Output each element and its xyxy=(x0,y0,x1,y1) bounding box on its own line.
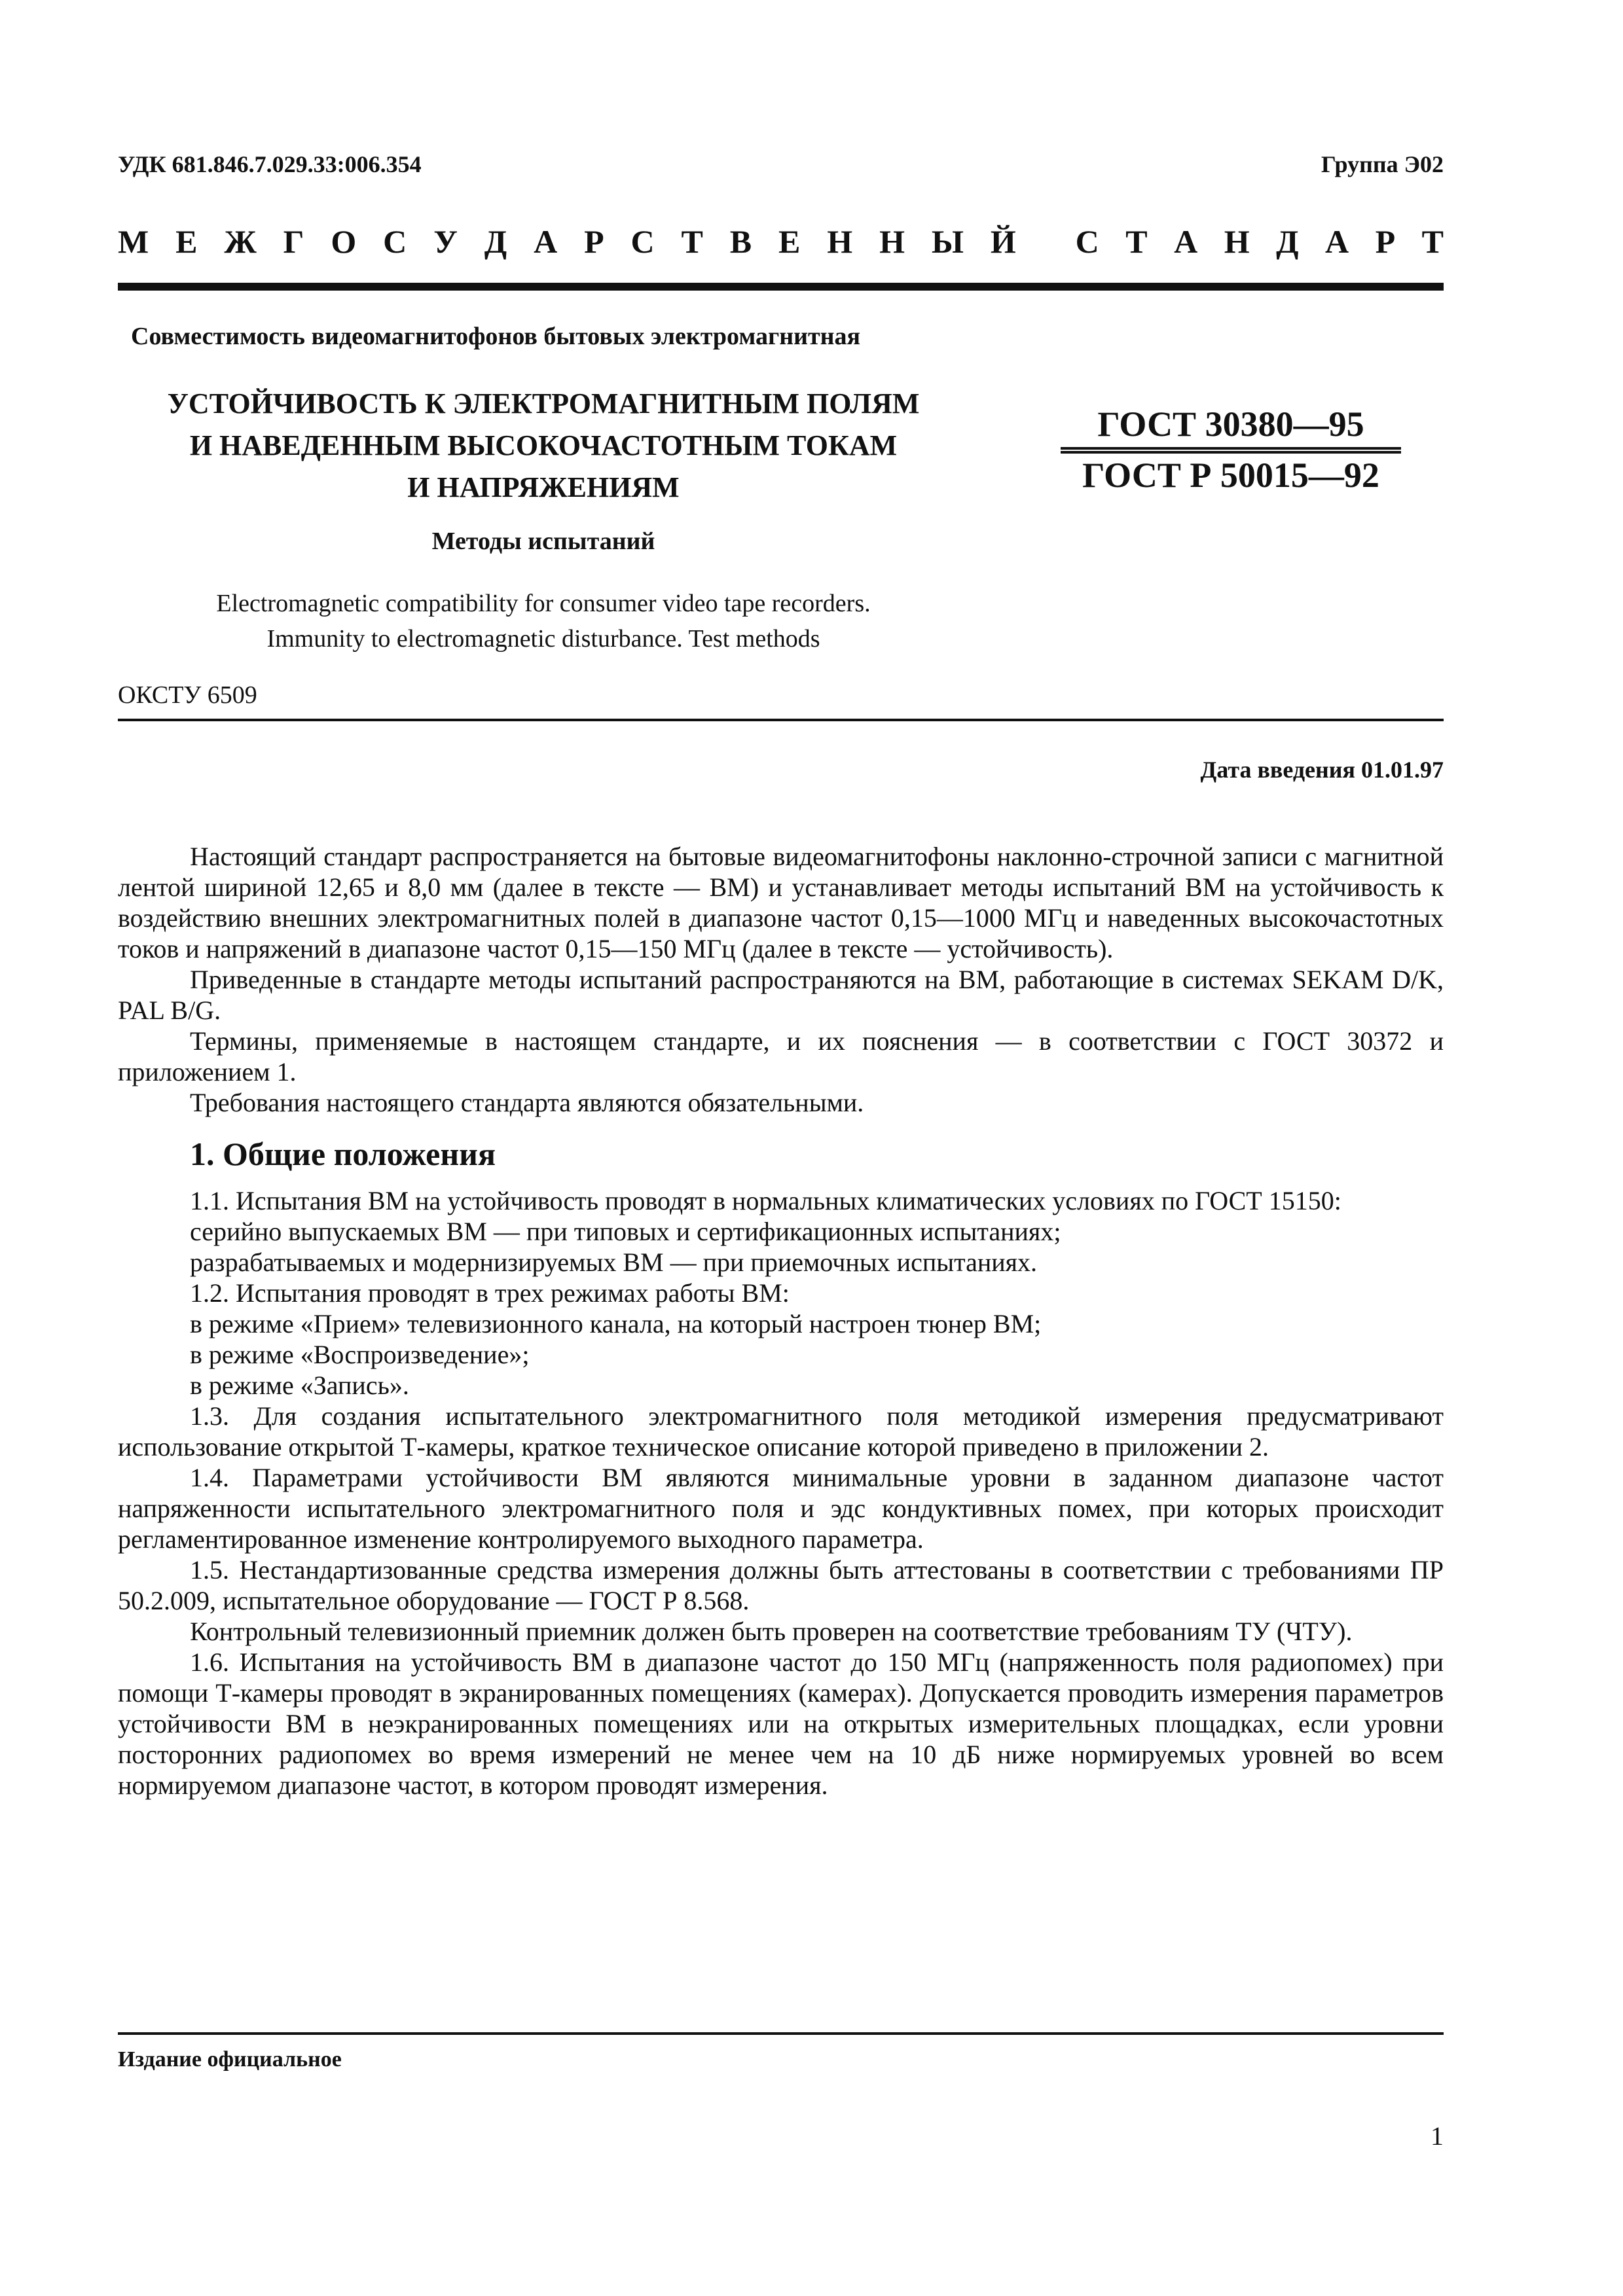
english-title-line-2: Immunity to electromagnetic disturbance. Test methods xyxy=(266,625,820,653)
gost-number-1: ГОСТ 30380—95 xyxy=(1061,403,1401,450)
title-rule xyxy=(118,719,1444,721)
gost-designation xyxy=(1061,403,1401,497)
clause-1-2-item: в режиме «Воспроизведение»; xyxy=(190,1340,530,1369)
document-title xyxy=(118,383,969,509)
clause-1-1-item: разрабатываемых и модернизируемых ВМ — при приемочных испытаниях. xyxy=(190,1247,1038,1277)
group-code: Группа Э02 xyxy=(1321,151,1444,177)
title-line-3: И НАПРЯЖЕНИЯМ xyxy=(407,471,680,503)
standard-banner xyxy=(118,223,1444,260)
intro-paragraph: Требования настоящего стандарта являются обязательными. xyxy=(190,1088,864,1117)
clause-1-5: 1.5. Нестандартизованные средства измерения должны быть аттестованы в соответствии с требованиями ПР 50.2.009, испытательное оборудование — ГОСТ Р 8.568. xyxy=(118,1555,1444,1615)
page-number: 1 xyxy=(1431,2121,1444,2151)
clause-1-4: 1.4. Параметрами устойчивости ВМ являются минимальные уровни в заданном диапазоне частот напряженности испытательного электромагнитного поля и эдс кондуктивных помех, при которых происходит регламентированное изменение контролируемого выходного параметра. xyxy=(118,1463,1444,1554)
clause-1-2-item: в режиме «Запись». xyxy=(190,1371,409,1400)
clause-1-2: 1.2. Испытания проводят в трех режимах работы ВМ: xyxy=(190,1278,790,1308)
clause-1-5-note: Контрольный телевизионный приемник должен быть проверен на соответствие требованиям ТУ (ЧТУ). xyxy=(190,1617,1353,1646)
okstu-code: ОКСТУ 6509 xyxy=(118,681,257,709)
intro-paragraph: Приведенные в стандарте методы испытаний распространяются на ВМ, работающие в системах SEKAM D/K, PAL B/G. xyxy=(118,965,1444,1025)
clause-1-1: 1.1. Испытания ВМ на устойчивость проводят в нормальных климатических условиях по ГОСТ 15150: xyxy=(190,1186,1341,1215)
clause-1-6: 1.6. Испытания на устойчивость ВМ в диапазоне частот до 150 МГц (напряженность поля радиопомех) при помощи Т-камеры проводят в экранированных помещениях (камерах). Допускается проводить измерения параметров устойчивости ВМ в неэкранированных помещениях или на открытых измерительных площадках, если уровни посторонних радиопомех во время измерений не менее чем на 10 дБ ниже нормируемых уровней во всем нормируемом диапазоне частот, в котором проводят измерения. xyxy=(118,1647,1444,1800)
banner-word-standard: С Т А Н Д А Р Т xyxy=(1075,223,1444,260)
clause-1-1-item: серийно выпускаемых ВМ — при типовых и сертификационных испытаниях; xyxy=(190,1217,1061,1246)
introduction-date: Дата введения 01.01.97 xyxy=(1200,757,1444,783)
english-title xyxy=(118,586,969,656)
intro-paragraph: Настоящий стандарт распространяется на бытовые видеомагнитофоны наклонно-строчной записи с магнитной лентой шириной 12,65 и 8,0 мм (далее в тексте — ВМ) и устанавливает методы испытаний ВМ на устойчивость к воздействию внешних электромагнитных полей в диапазоне частот 0,15—1000 МГц и наведенных высокочастотных токов и напряжений в диапазоне частот 0,15—150 МГц (далее в тексте — устойчивость). xyxy=(118,842,1444,963)
banner-word-interstate: М Е Ж Г О С У Д А Р С Т В Е Н Н Ы Й xyxy=(118,223,1016,260)
gost-number-2: ГОСТ Р 50015—92 xyxy=(1061,451,1401,497)
section-heading: 1. Общие положения xyxy=(190,1136,496,1172)
english-title-line-1: Electromagnetic compatibility for consumer video tape recorders. xyxy=(216,590,871,617)
methods-subtitle: Методы испытаний xyxy=(431,528,655,555)
title-line-2: И НАВЕДЕННЫМ ВЫСОКОЧАСТОТНЫМ ТОКАМ xyxy=(189,429,898,461)
header-rule xyxy=(118,283,1444,291)
footer-rule xyxy=(118,2032,1444,2035)
title-line-1: УСТОЙЧИВОСТЬ К ЭЛЕКТРОМАГНИТНЫМ ПОЛЯМ xyxy=(167,387,920,420)
document-page xyxy=(118,0,1444,2296)
clause-1-2-item: в режиме «Прием» телевизионного канала, на который настроен тюнер ВМ; xyxy=(190,1309,1042,1338)
udk-code: УДК 681.846.7.029.33:006.354 xyxy=(118,151,422,177)
edition-label: Издание официальное xyxy=(118,2047,342,2072)
document-body xyxy=(118,841,1444,1801)
clause-1-3: 1.3. Для создания испытательного электромагнитного поля методикой измерения предусматривают использование открытой Т-камеры, краткое техническое описание которой приведено в приложении 2. xyxy=(118,1401,1444,1462)
document-subtitle: Совместимость видеомагнитофонов бытовых электромагнитная xyxy=(131,323,861,350)
intro-paragraph: Термины, применяемые в настоящем стандарте, и их пояснения — в соответствии с ГОСТ 30372 и приложением 1. xyxy=(118,1026,1444,1086)
